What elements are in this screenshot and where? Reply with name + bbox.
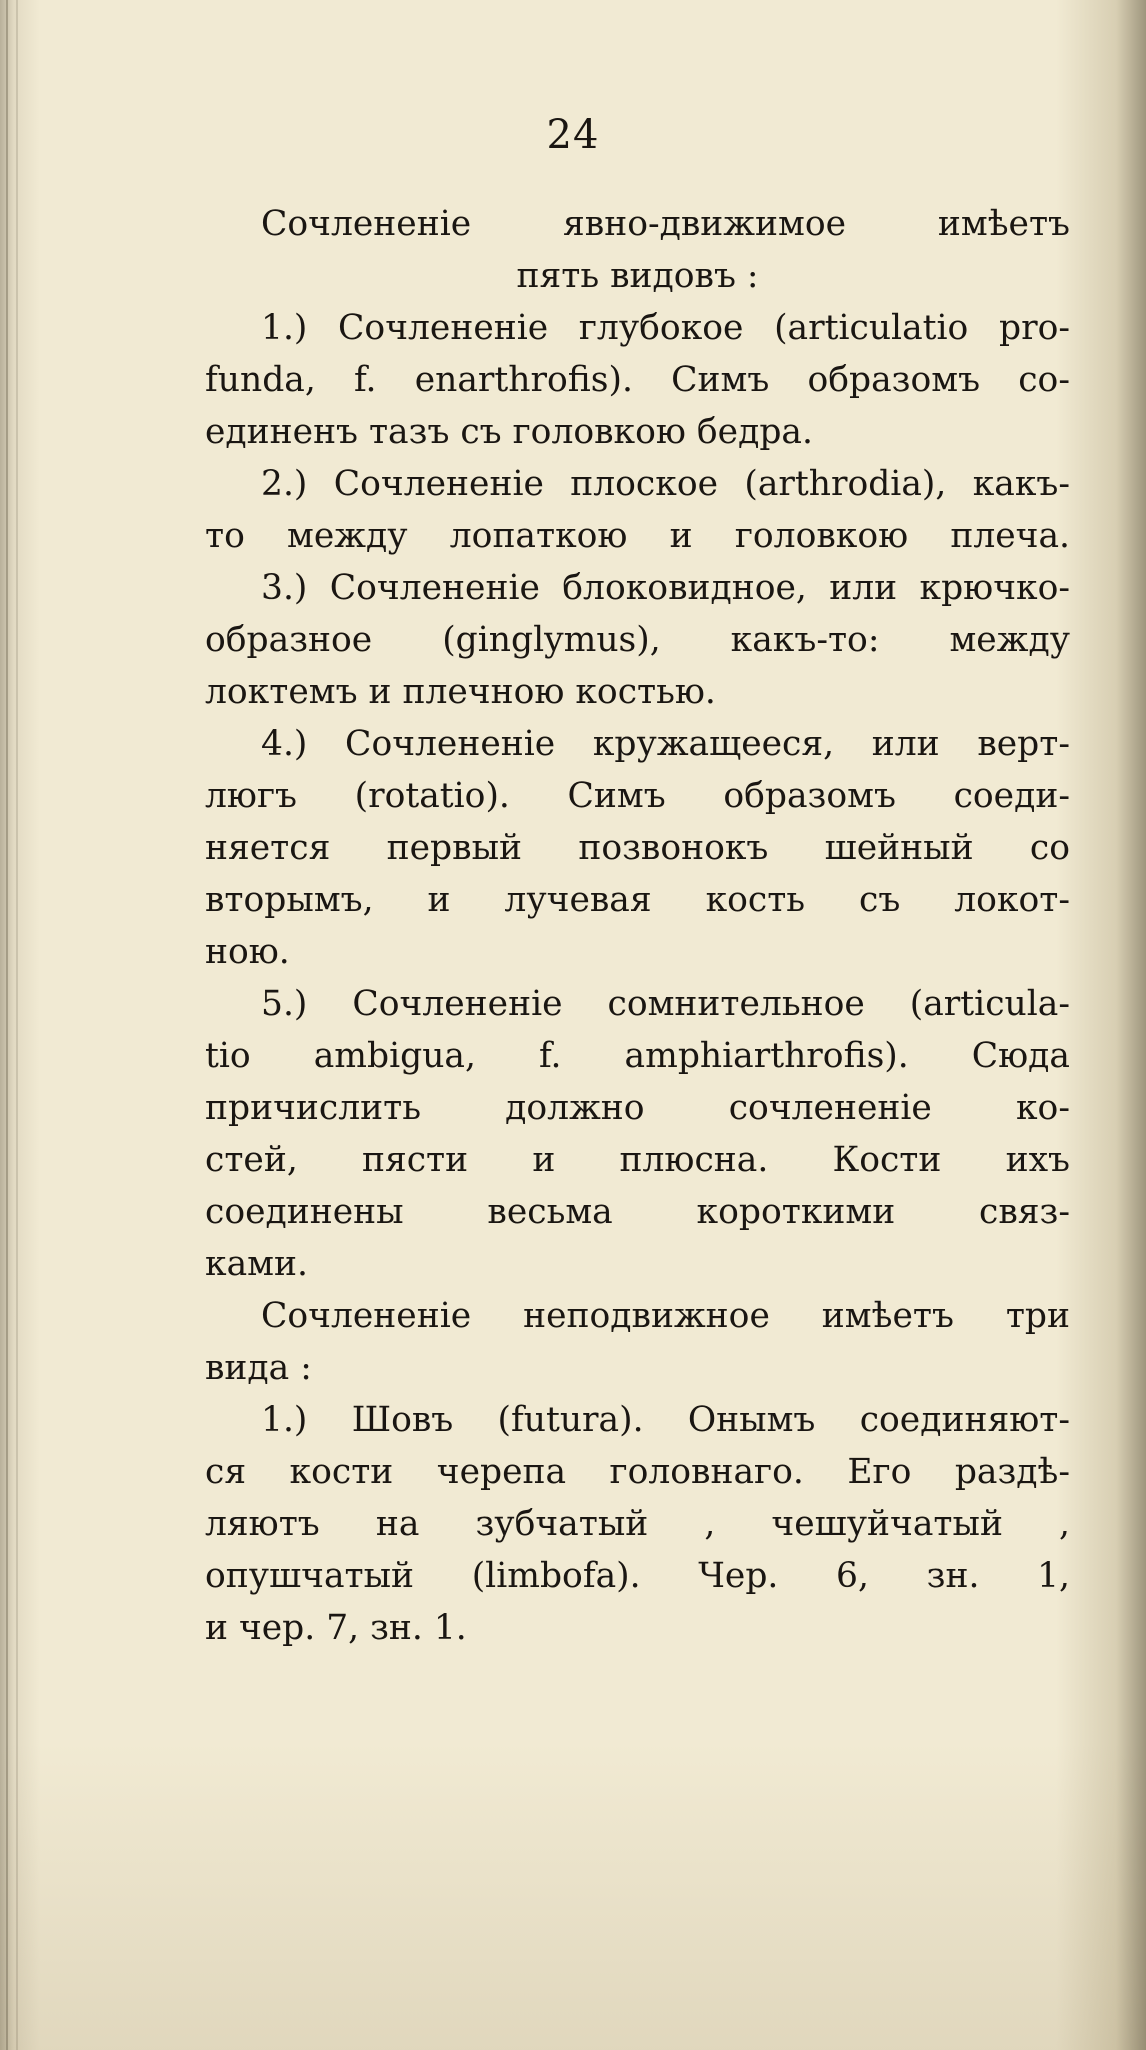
text-line: ною. <box>205 932 290 972</box>
text-line: ляютъ на зубчатый , чешуйчатый , <box>205 1504 1070 1544</box>
text-line: вторымъ, и лучевая кость съ локот- <box>205 880 1070 920</box>
text-line: соединены весьма короткими связ- <box>205 1192 1070 1232</box>
page-gutter-line <box>6 0 8 2050</box>
text-line: люгъ (rotatio). Симъ образомъ соеди- <box>205 776 1070 816</box>
text-line: 4.) Сочлененіе кружащееся, или верт- <box>261 724 1070 764</box>
text-line: пять видовъ : <box>516 256 759 296</box>
text-line: опушчатый (limbofa). Чер. 6, зн. 1, <box>205 1556 1070 1596</box>
text-line: няется первый позвонокъ шейный со <box>205 828 1070 868</box>
body-text <box>205 198 1070 1654</box>
text-line: 1.) Сочлененіе глубокое (articulatio pro- <box>261 308 1070 348</box>
text-line: стей, пясти и плюсна. Кости ихъ <box>205 1140 1070 1180</box>
text-line: единенъ тазъ съ головкою бедра. <box>205 412 813 452</box>
text-line: 5.) Сочлененіе сомнительное (articula- <box>261 984 1070 1024</box>
text-line: tio ambigua, f. amphiarthrofis). Сюда <box>205 1036 1070 1076</box>
text-line: ками. <box>205 1244 308 1284</box>
text-line: образное (ginglymus), какъ-то: между <box>205 620 1070 660</box>
text-line: 2.) Сочлененіе плоское (arthrodia), какъ- <box>261 464 1070 504</box>
text-line: причислить должно сочлененіе ко- <box>205 1088 1070 1128</box>
page-number: 24 <box>546 112 600 158</box>
text-line: и чер. 7, зн. 1. <box>205 1608 467 1648</box>
text-line: Сочлененіе неподвижное имѣетъ три <box>261 1296 1070 1336</box>
text-line: локтемъ и плечною костью. <box>205 672 716 712</box>
text-line: 1.) Шовъ (futura). Онымъ соединяют- <box>261 1400 1070 1440</box>
text-line: ся кости черепа головнаго. Его раздѣ- <box>205 1452 1070 1492</box>
text-line: funda, f. enarthrofis). Симъ образомъ со- <box>205 360 1070 400</box>
text-line: вида : <box>205 1348 312 1388</box>
text-line: то между лопаткою и головкою плеча. <box>205 516 1070 556</box>
page-gutter-line <box>16 0 18 2050</box>
text-line: 3.) Сочлененіе блоковидное, или крючко- <box>261 568 1070 608</box>
text-line: Сочлененіе явно-движимое имѣетъ <box>261 204 1070 244</box>
